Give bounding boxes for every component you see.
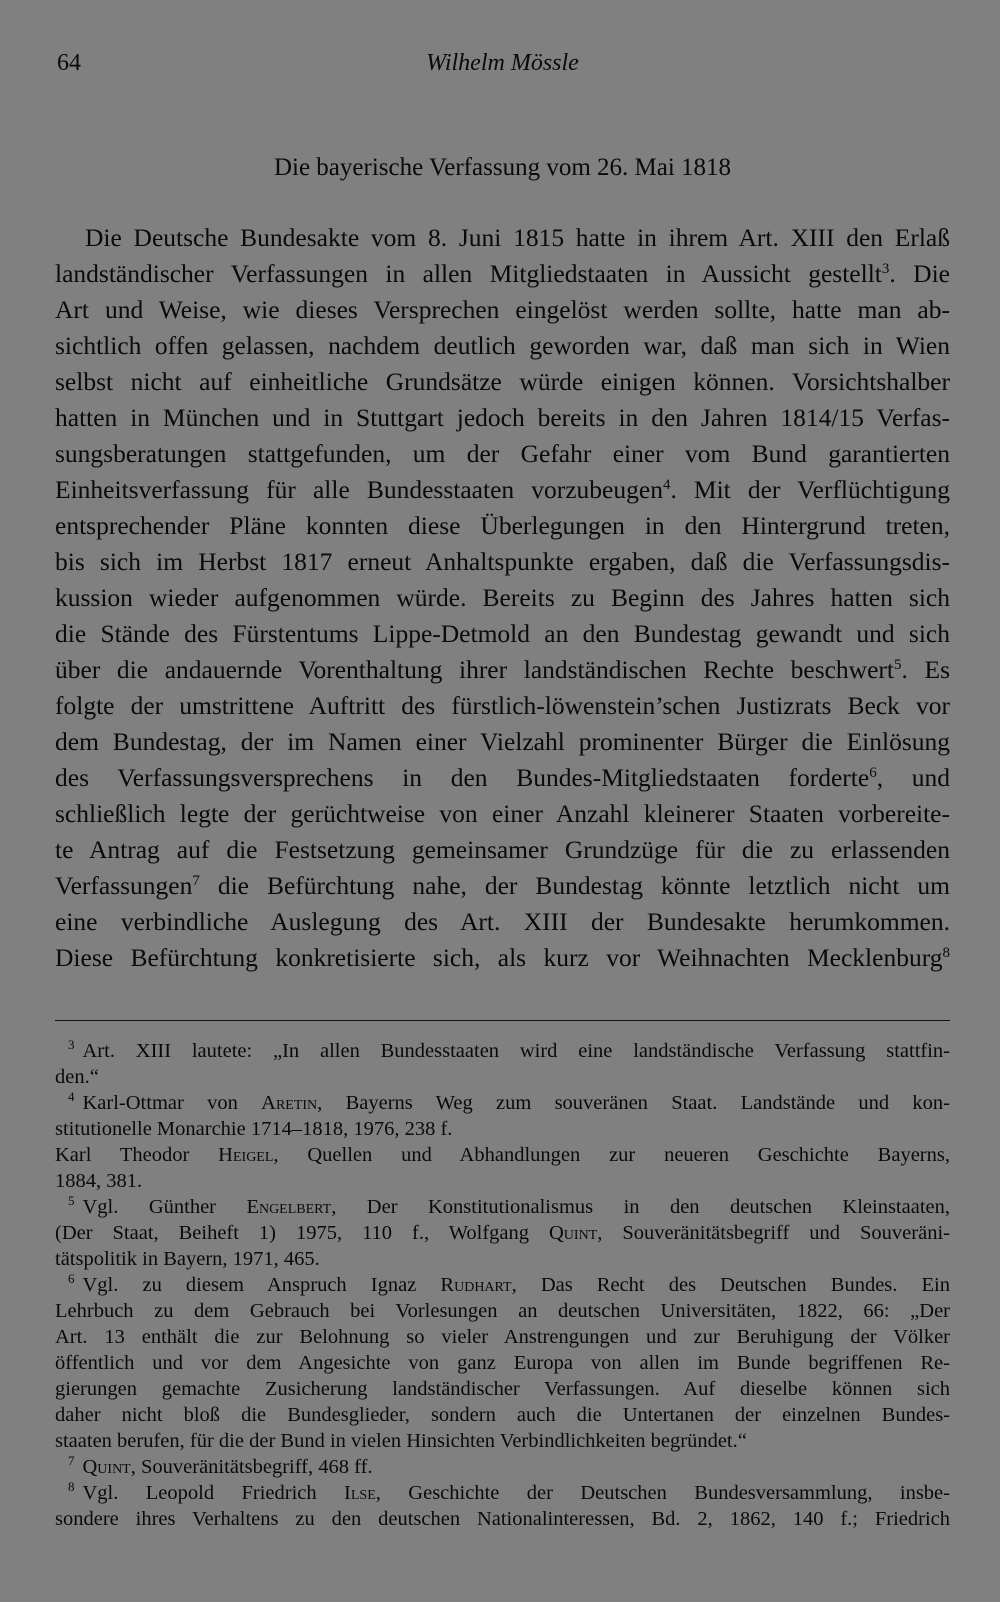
- footnote-ref: 8: [942, 945, 950, 961]
- footnote-ref: 4: [662, 477, 671, 493]
- footnote-6: $^6$ Vgl. zu diesem Anspruch Ignaz Rudhart, Das Recht des Deutschen Bundes. Ein: [68, 1271, 950, 1296]
- body-line: folgte der umstrittene Auftritt des fürstlich-löwenstein’schen Justizrats Beck vor: [55, 691, 950, 720]
- body-line: dem Bundestag, der im Namen einer Vielzahl prominenter Bürger die Einlösung: [55, 727, 950, 756]
- body-line: schließlich legte der gerüchtweise von einer Anzahl kleinerer Staaten vorbereite-: [55, 799, 950, 828]
- footnote-marker: 4: [68, 1089, 75, 1104]
- footnotes: [55, 1038, 950, 1532]
- author-name: Ilse: [344, 1482, 376, 1504]
- footnote-6-cont: Art. 13 enthält die zur Belohnung so vieler Anstrengungen und zur Beruhigung der Völker: [55, 1326, 950, 1348]
- footnote-6-cont: öffentlich und vor dem Angesichte von ganz Europa von allen im Bunde begriffenen Re-: [55, 1352, 950, 1374]
- body-line: sungsberatungen stattgefunden, um der Gefahr einer vom Bund garantierten: [55, 439, 950, 468]
- running-head: Wilhelm Mössle: [426, 50, 579, 76]
- body-line: Art und Weise, wie dieses Versprechen eingelöst werden sollte, hatte man ab-: [55, 295, 950, 324]
- body-line: eine verbindliche Auslegung des Art. XIII der Bundesakte herumkommen.: [55, 907, 950, 936]
- footnote-marker: 3: [68, 1037, 75, 1052]
- section-title: Die bayerische Verfassung vom 26. Mai 1818: [273, 154, 732, 181]
- footnote-6-cont: Lehrbuch zu dem Gebrauch bei Vorlesungen an deutschen Universitäten, 1822, 66: „Der: [55, 1300, 950, 1322]
- body-line: bis sich im Herbst 1817 erneut Anhaltspunkte ergaben, daß die Verfassungsdis-: [55, 547, 950, 576]
- body-line: Verfassungen$^7$ die Befürchtung nahe, der Bundestag könnte letztlich nicht um: [55, 871, 950, 900]
- footnote-ref: 6: [869, 765, 877, 781]
- body-line: te Antrag auf die Festsetzung gemeinsamer Grundzüge für die zu erlassenden: [55, 835, 950, 864]
- body-line: Diese Befürchtung konkretisierte sich, als kurz vor Weihnachten Mecklenburg$^8$: [55, 943, 950, 972]
- footnote-4-cont: 1884, 381.: [55, 1170, 143, 1192]
- page-number: 64: [57, 50, 81, 76]
- footnote-marker: 8: [68, 1479, 75, 1494]
- body-text: [55, 220, 950, 976]
- author-name: Quint: [549, 1222, 598, 1244]
- footnote-marker: 5: [68, 1193, 75, 1208]
- footnote-8: $^8$ Vgl. Leopold Friedrich Ilse, Geschichte der Deutschen Bundesversammlung, insbe-: [68, 1479, 950, 1504]
- footnote-8-cont: sondere ihres Verhaltens zu den deutschen Nationalinteressen, Bd. 2, 1862, 140 f.; Friedrich: [55, 1508, 950, 1530]
- author-name: Aretin: [261, 1092, 318, 1114]
- author-name: Heigel: [218, 1144, 274, 1166]
- footnote-ref: 7: [192, 873, 200, 889]
- footnote-4-cont: stitutionelle Monarchie 1714–1818, 1976, 238 f.: [55, 1118, 453, 1140]
- footnote-4-cont: Karl Theodor Heigel, Quellen und Abhandlungen zur neueren Geschichte Bayerns,: [55, 1144, 950, 1166]
- footnote-6-cont: gierungen gemachte Zusicherung landständischer Verfassungen. Auf dieselbe können sich: [55, 1378, 950, 1400]
- body-line: hatten in München und in Stuttgart jedoch bereits in den Jahren 1814/15 Verfas-: [55, 403, 950, 432]
- body-line: entsprechender Pläne konnten diese Überlegungen in den Hintergrund treten,: [55, 511, 950, 540]
- footnote-6-cont: staaten berufen, für die der Bund in vielen Hinsichten Verbindlichkeiten begründet.“: [55, 1430, 747, 1452]
- footnote-5-cont: tätspolitik in Bayern, 1971, 465.: [55, 1248, 320, 1270]
- footnote-3-cont: den.“: [55, 1066, 99, 1088]
- footnote-4: $^4$ Karl-Ottmar von Aretin, Bayerns Weg zum souveränen Staat. Landstände und kon-: [68, 1089, 950, 1114]
- author-name: Rudhart: [440, 1274, 512, 1296]
- footnote-7: $^7$ Quint, Souveränitätsbegriff, 468 ff.: [68, 1453, 373, 1478]
- body-line: Die Deutsche Bundesakte vom 8. Juni 1815 hatte in ihrem Art. XIII den Erlaß: [85, 223, 950, 252]
- body-line: selbst nicht auf einheitliche Grundsätze würde einigen können. Vorsichtshalber: [55, 367, 950, 396]
- body-line: kussion wieder aufgenommen würde. Bereits zu Beginn des Jahres hatten sich: [55, 583, 950, 612]
- footnote-marker: 6: [68, 1271, 75, 1286]
- footnote-separator: [55, 1020, 950, 1021]
- footnote-marker: 7: [68, 1453, 75, 1468]
- footnote-5: $^5$ Vgl. Günther Engelbert, Der Konstitutionalismus in den deutschen Kleinstaaten,: [68, 1193, 950, 1218]
- footnote-5-cont: (Der Staat, Beiheft 1) 1975, 110 f., Wolfgang Quint, Souveränitätsbegriff und Souveräni-: [55, 1222, 950, 1244]
- body-line: sichtlich offen gelassen, nachdem deutlich geworden war, daß man sich in Wien: [55, 331, 950, 360]
- page-header: [55, 50, 950, 84]
- body-line: die Stände des Fürstentums Lippe-Detmold an den Bundestag gewandt und sich: [55, 619, 950, 648]
- body-line: des Verfassungsversprechens in den Bundes-Mitgliedstaaten forderte$^6$, und: [55, 763, 950, 792]
- body-line: landständischer Verfassungen in allen Mitgliedstaaten in Aussicht gestellt$^3$. Die: [55, 259, 950, 288]
- footnote-ref: 3: [881, 261, 890, 277]
- footnote-ref: 5: [894, 657, 902, 673]
- footnote-6-cont: daher nicht bloß die Bundesglieder, sondern auch die Untertanen der einzelnen Bundes-: [55, 1404, 950, 1426]
- author-name: Quint: [82, 1456, 131, 1478]
- footnote-3: $^3$ Art. XIII lautete: „In allen Bundesstaaten wird eine landständische Verfassung stattfin-: [68, 1037, 950, 1062]
- author-name: Engelbert: [246, 1196, 332, 1218]
- body-line: über die andauernde Vorenthaltung ihrer landständischen Rechte beschwert$^5$. Es: [55, 655, 950, 684]
- body-line: Einheitsverfassung für alle Bundesstaaten vorzubeugen$^4$. Mit der Verflüchtigung: [55, 475, 951, 504]
